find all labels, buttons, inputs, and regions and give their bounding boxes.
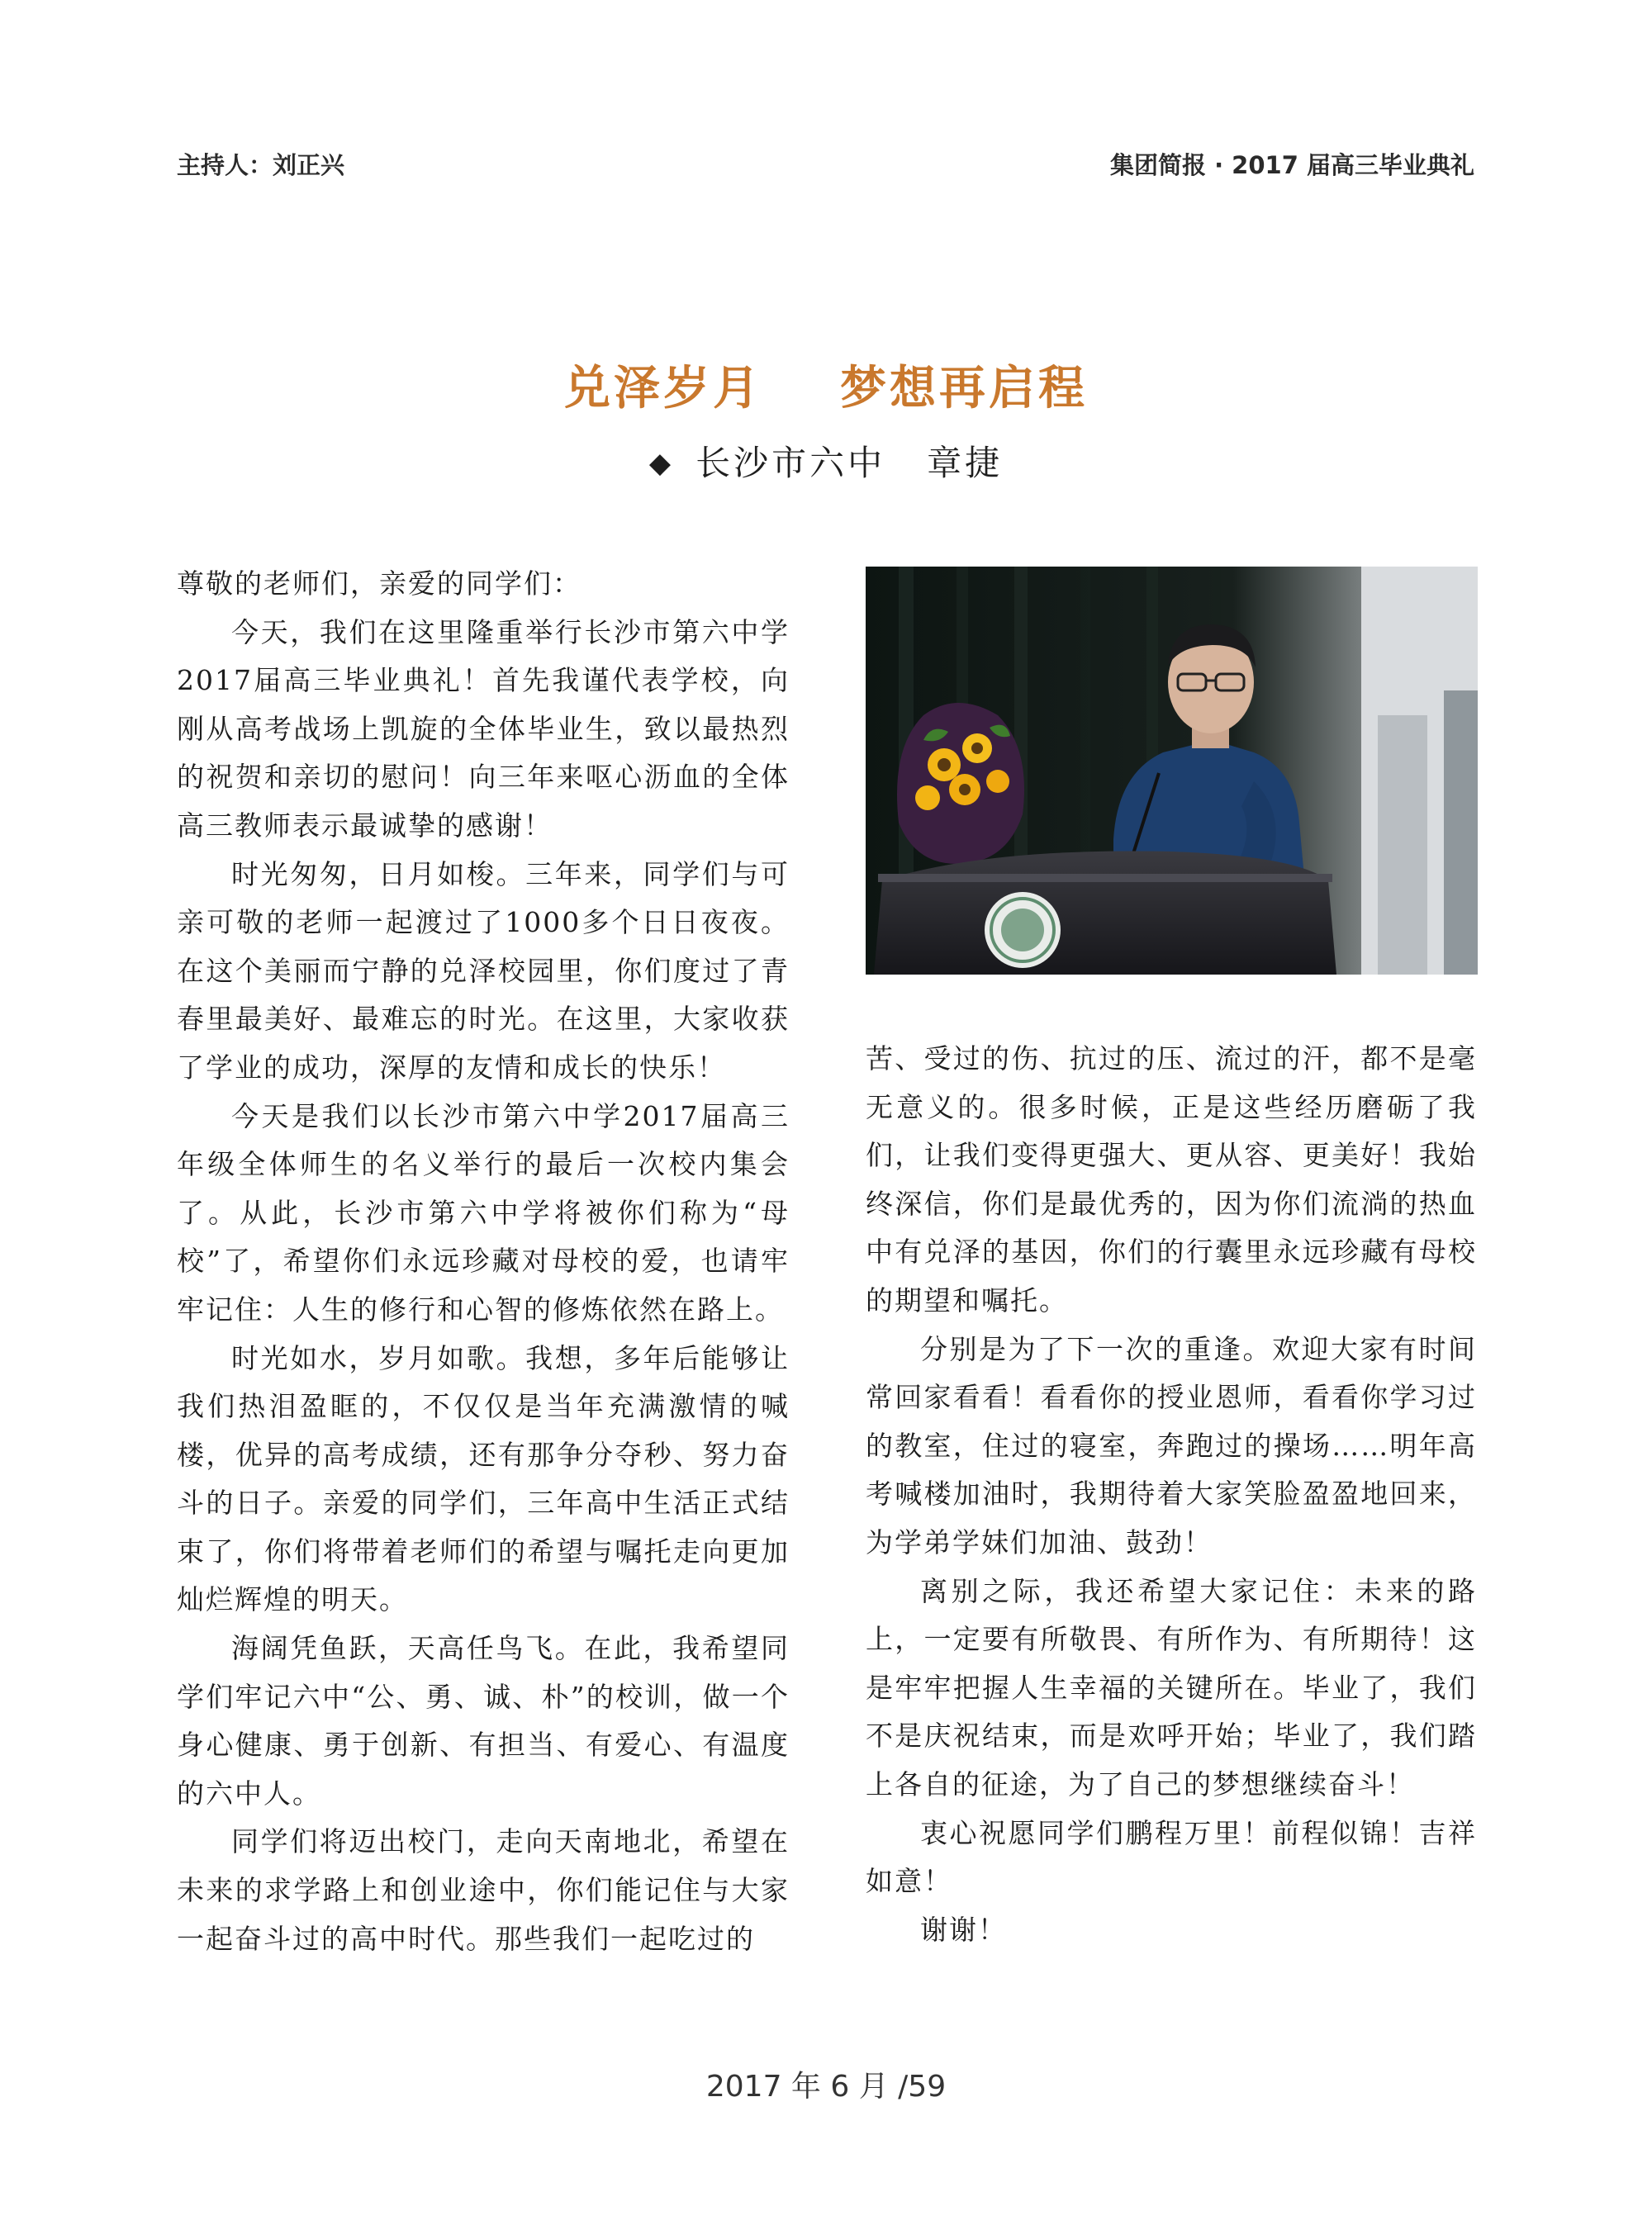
paragraph: 海阔凭鱼跃，天高任鸟飞。在此，我希望同学们牢记六中“公、勇、诚、朴”的校训，做一个身心健康、勇于创新、有担当、有爱心、有温度的六中人。 xyxy=(177,1632,790,1810)
right-column xyxy=(866,1035,1477,1954)
running-header-publication: 集团简报 · 2017 届高三毕业典礼 xyxy=(1109,151,1474,179)
running-header-host: 主持人：刘正兴 xyxy=(177,151,345,179)
speaker-photo xyxy=(866,567,1478,975)
paragraph: 今天是我们以长沙市第六中学2017届高三年级全体师生的名义举行的最后一次校内集会了。从此，长沙市第六中学将被你们称为“母校”了，希望你们永远珍藏对母校的爱，也请牢牢记住：人生的修行和心智的修炼依然在路上。 xyxy=(177,1099,790,1326)
byline xyxy=(0,436,1652,486)
paragraph: 同学们将迈出校门，走向天南地北，希望在未来的求学路上和创业途中，你们能记住与大家一起奋斗过的高中时代。那些我们一起吃过的 xyxy=(177,1825,790,1955)
article-title: 兑泽岁月 梦想再启程 xyxy=(564,360,1088,415)
paragraph: 分别是为了下一次的重逢。欢迎大家有时间常回家看看！看看你的授业恩师，看看你学习过的教室，住过的寝室，奔跑过的操场……明年高考喊楼加油时，我期待着大家笑脸盈盈地回来，为学弟学妹们加油、鼓劲！ xyxy=(866,1332,1477,1558)
salutation: 尊敬的老师们，亲爱的同学们： xyxy=(177,567,582,600)
paragraph: 时光如水，岁月如歌。我想，多年后能够让我们热泪盈眶的，不仅仅是当年充满激情的喊楼，优异的高考成绩，还有那争分夺秒、努力奋斗的日子。亲爱的同学们，三年高中生活正式结束了，你们将带着老师们的希望与嘱托走向更加灿烂辉煌的明天。 xyxy=(177,1341,790,1616)
diamond-bullet-icon: ◆ xyxy=(648,447,675,480)
byline-school: 长沙市六中 xyxy=(695,443,886,483)
page-footer: 2017 年 6 月 /59 xyxy=(705,2070,947,2104)
left-column xyxy=(177,560,790,1963)
closing-thanks: 谢谢！ xyxy=(920,1913,1007,1946)
paragraph: 离别之际，我还希望大家记住：未来的路上，一定要有所敬畏、有所作为、有所期待！这是牢牢把握人生幸福的关键所在。毕业了，我们不是庆祝结束，而是欢呼开始；毕业了，我们踏上各自的征途，为了自己的梦想继续奋斗！ xyxy=(866,1574,1477,1800)
paragraph: 今天，我们在这里隆重举行长沙市第六中学2017届高三毕业典礼！首先我谨代表学校，向刚从高考战场上凯旋的全体毕业生，致以最热烈的祝贺和亲切的慰问！向三年来呕心沥血的全体高三教师表示最诚挚的感谢！ xyxy=(177,615,790,842)
byline-author: 章捷 xyxy=(927,443,1004,483)
paragraph: 衷心祝愿同学们鹏程万里！前程似锦！吉祥如意！ xyxy=(866,1816,1477,1898)
paragraph: 时光匆匆，日月如梭。三年来，同学们与可亲可敬的老师一起渡过了1000多个日日夜夜。在这个美丽而宁静的兑泽校园里，你们度过了青春里最美好、最难忘的时光。在这里，大家收获了学业的成功，深厚的友情和成长的快乐！ xyxy=(177,857,790,1084)
paragraph-continued: 苦、受过的伤、抗过的压、流过的汗，都不是毫无意义的。很多时候，正是这些经历磨砺了我们，让我们变得更强大、更从容、更美好！我始终深信，你们是最优秀的，因为你们流淌的热血中有兑泽的基因，你们的行囊里永远珍藏有母校的期望和嘱托。 xyxy=(866,1042,1477,1316)
